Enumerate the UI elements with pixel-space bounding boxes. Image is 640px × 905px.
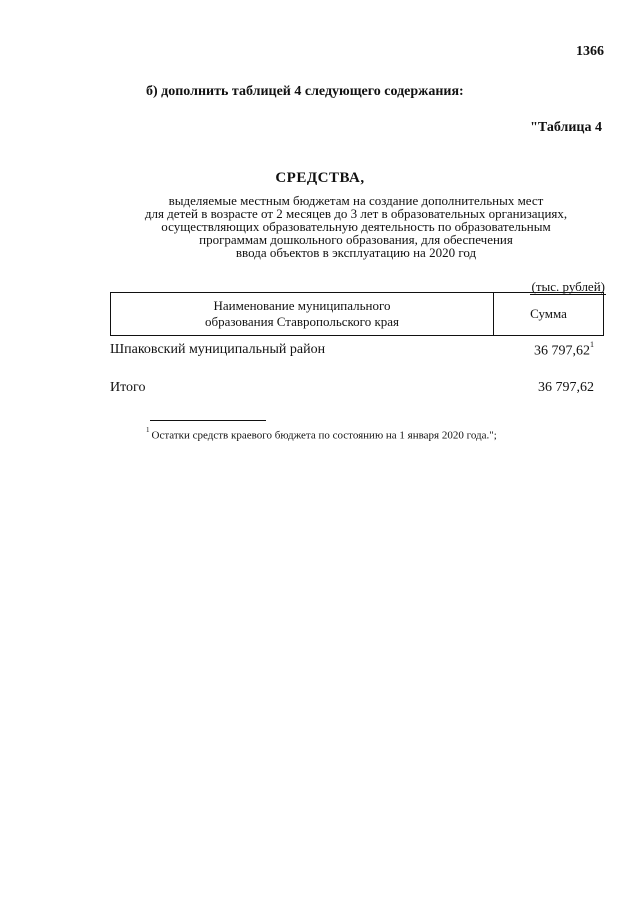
header-sum-cell: Сумма — [530, 306, 567, 321]
header-name-line: Наименование муниципального — [213, 298, 391, 313]
footnote — [146, 428, 497, 442]
footnote-divider — [150, 420, 266, 421]
footnote-text: Остатки средств краевого бюджета по состоянию на 1 января 2020 года."; — [151, 429, 497, 442]
table-reference: "Таблица 4 — [530, 120, 602, 135]
header-name-line: образования Ставропольского края — [204, 314, 400, 329]
intro-text: б) дополнить таблицей 4 следующего содержания: — [146, 84, 464, 99]
header-name-cell — [111, 293, 494, 335]
table-header — [110, 292, 604, 336]
subheading-line: ввода объектов в эксплуатацию на 2020 год — [235, 245, 477, 260]
row-sum — [534, 342, 594, 360]
document-subheading — [100, 194, 612, 259]
total-label: Итого — [110, 380, 146, 395]
page-number: 1366 — [576, 44, 604, 59]
subheading-line: программам дошкольного образования, для обеспечения — [199, 232, 513, 247]
subheading-line: осуществляющих образовательную деятельность по образовательным — [161, 219, 551, 234]
footnote-number: 1 — [146, 426, 150, 434]
row-sum-value: 36 797,62 — [534, 343, 590, 359]
footnote-mark: 1 — [590, 340, 594, 349]
row-name: Шпаковский муниципальный район — [110, 342, 326, 357]
subheading-line: для детей в возрасте от 2 месяцев до 3 лет в образовательных организациях, — [144, 206, 568, 221]
total-sum: 36 797,62 — [538, 380, 594, 395]
units-text: (тыс. рублей) — [531, 279, 605, 294]
subheading-line: выделяемые местным бюджетам на создание дополнительных мест — [168, 193, 544, 208]
document-heading: СРЕДСТВА, — [275, 170, 365, 186]
